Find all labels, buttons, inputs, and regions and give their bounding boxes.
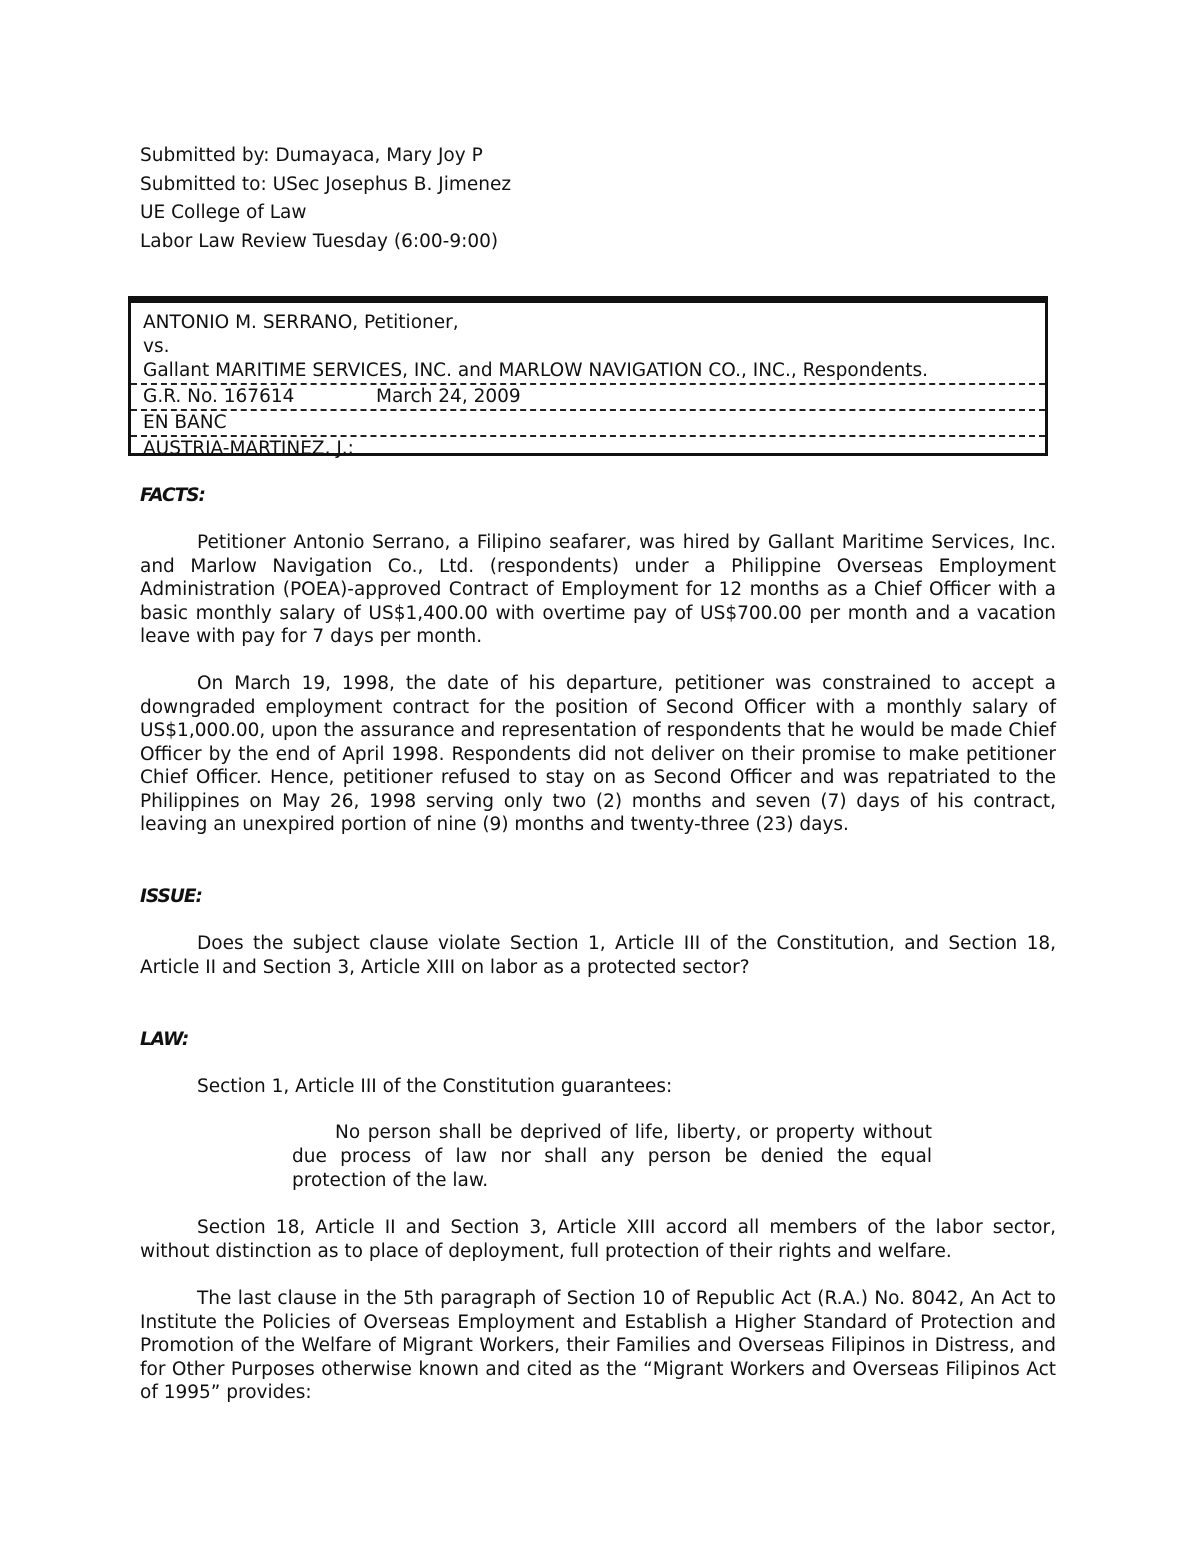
- submitted-to: Submitted to: USec Josephus B. Jimenez: [140, 173, 512, 195]
- law-intro: Section 1, Article III of the Constitution guarantees:: [197, 1076, 673, 1097]
- issue-paragraph: Does the subject clause violate Section 1, Article III of the Constitution, and Section 18, Article II and Section 3, Article XIII on labor as a protected sector?: [140, 933, 1056, 978]
- respondents-line: Gallant MARITIME SERVICES, INC. and MARLOW NAVIGATION CO., INC., Respondents.: [143, 360, 929, 381]
- decision-date: March 24, 2009: [376, 386, 521, 407]
- school-name: UE College of Law: [140, 202, 307, 223]
- court-division: EN BANC: [143, 412, 227, 433]
- course-name: Labor Law Review Tuesday (6:00-9:00): [140, 230, 499, 252]
- law-paragraph-2: Section 18, Article II and Section 3, Article XIII accord all members of the labor sector, without distinction as to place of deployment, full protection of their rights and welfare.: [140, 1217, 1056, 1262]
- court-row: [131, 411, 1045, 437]
- versus-line: vs.: [143, 336, 170, 357]
- ponente-row: [131, 437, 1045, 459]
- issue-heading: ISSUE:: [140, 886, 202, 907]
- petitioner-line: ANTONIO M. SERRANO, Petitioner,: [143, 312, 459, 333]
- facts-paragraph-2: On March 19, 1998, the date of his departure, petitioner was constrained to accept a downgraded employment contract for the position of Second Officer with a monthly salary of US$1,000.00, upon the assurance and representation of respondents that he would be made Chief Officer by the end of April 1998. Respondents did not deliver on their promise to make petitioner Chief Officer. Hence, petitioner refused to stay on as Second Officer and was repatriated to the Philippines on May 26, 1998 serving only two (2) months and seven (7) days of his contract, leaving an unexpired portion of nine (9) months and twenty-three (23) days.: [140, 673, 1056, 835]
- submission-header: [140, 142, 511, 256]
- gr-row: [131, 385, 1045, 411]
- facts-paragraph-1: Petitioner Antonio Serrano, a Filipino seafarer, was hired by Gallant Maritime Services, Inc. and Marlow Navigation Co., Ltd. (respondents) under a Philippine Overseas Employment Administration (POEA)-approved Contract of Employment for 12 months as a Chief Officer with a basic monthly salary of US$1,400.00 with overtime pay of US$700.00 per month and a vacation leave with pay for 7 days per month.: [140, 532, 1056, 647]
- constitution-quote: No person shall be deprived of life, liberty, or property without due process of law nor shall any person be denied the equal protection of the law.: [292, 1122, 932, 1191]
- law-paragraph-3: The last clause in the 5th paragraph of Section 10 of Republic Act (R.A.) No. 8042, An Act to Institute the Policies of Overseas Employment and Establish a Higher Standard of Protection and Promotion of the Welfare of Migrant Workers, their Families and Overseas Filipinos in Distress, and for Other Purposes otherwise known and cited as the “Migrant Workers and Overseas Filipinos Act of 1995” provides:: [140, 1288, 1056, 1403]
- parties-row: [131, 311, 1045, 385]
- ponente: AUSTRIA-MARTINEZ, J.:: [143, 438, 354, 459]
- facts-heading: FACTS:: [140, 485, 205, 506]
- gr-number: G.R. No. 167614: [143, 386, 295, 407]
- case-caption-table: [128, 296, 1048, 459]
- submitted-by: Submitted by: Dumayaca, Mary Joy P: [140, 145, 483, 166]
- law-heading: LAW:: [140, 1029, 189, 1050]
